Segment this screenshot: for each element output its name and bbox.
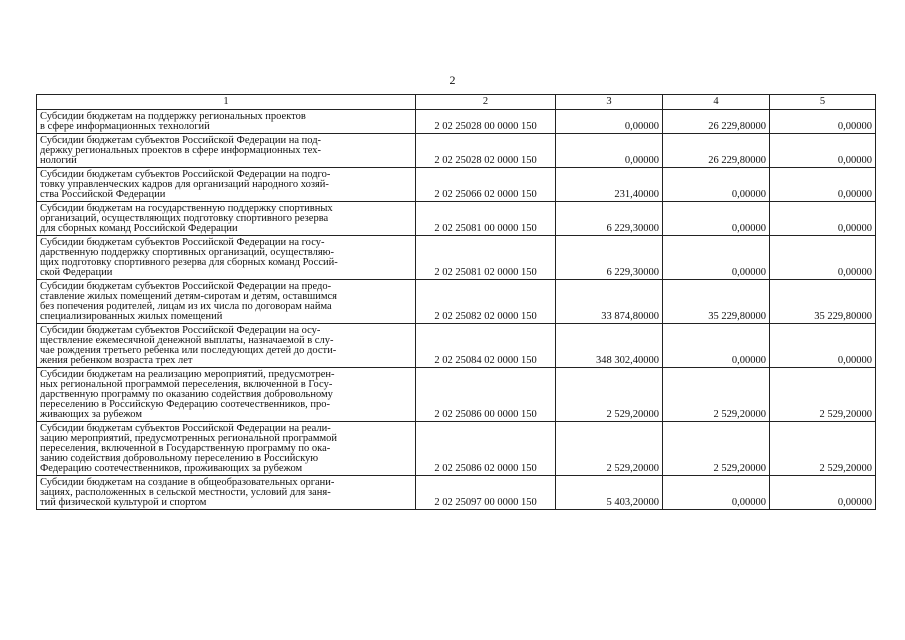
value-column-5: 0,00000 bbox=[770, 134, 876, 168]
description-line: живающих за рубежом bbox=[40, 409, 142, 420]
description-line: ставление жилых помещений детям-сиротам и детям, оставшимся bbox=[40, 291, 338, 302]
value-column-4: 0,00000 bbox=[663, 202, 770, 236]
value-column-4: 0,00000 bbox=[663, 324, 770, 368]
value-column-5: 0,00000 bbox=[770, 110, 876, 134]
value-column-5: 0,00000 bbox=[770, 202, 876, 236]
description-line: в сфере информационных технологий bbox=[40, 121, 210, 132]
value-column-4: 0,00000 bbox=[663, 236, 770, 280]
budget-code: 2 02 25084 02 0000 150 bbox=[416, 324, 556, 368]
description-line: щих подготовку спортивного резерва для сборных команд Россий- bbox=[40, 257, 338, 268]
value-column-3: 5 403,20000 bbox=[556, 476, 663, 510]
value-column-3: 2 529,20000 bbox=[556, 422, 663, 476]
description-line: Субсидии бюджетам субъектов Российской Федерации на реали- bbox=[40, 423, 331, 434]
value-column-3: 33 874,80000 bbox=[556, 280, 663, 324]
table-row bbox=[37, 422, 876, 476]
description-line: Субсидии бюджетам субъектов Российской Федерации на осу- bbox=[40, 325, 321, 336]
budget-code: 2 02 25081 02 0000 150 bbox=[416, 236, 556, 280]
description-line: переселения, включенной в Государственную программу по ока- bbox=[40, 443, 331, 454]
value-column-4: 2 529,20000 bbox=[663, 368, 770, 422]
description-line: ства Российской Федерации bbox=[40, 189, 166, 200]
description-line: держку региональных проектов в сфере информационных тех- bbox=[40, 145, 322, 156]
row-description bbox=[37, 134, 416, 168]
description-line: Субсидии бюджетам субъектов Российской Федерации на подго- bbox=[40, 169, 331, 180]
description-line: специализированных жилых помещений bbox=[40, 311, 223, 322]
description-line: Субсидии бюджетам на создание в общеобразовательных органи- bbox=[40, 477, 335, 488]
value-column-3: 2 529,20000 bbox=[556, 368, 663, 422]
description-line: тий физической культурой и спортом bbox=[40, 497, 207, 508]
row-description bbox=[37, 110, 416, 134]
table-row bbox=[37, 236, 876, 280]
column-header-4: 4 bbox=[663, 95, 770, 110]
row-description bbox=[37, 324, 416, 368]
row-description bbox=[37, 476, 416, 510]
description-line: Субсидии бюджетам на поддержку региональных проектов bbox=[40, 111, 306, 122]
value-column-3: 231,40000 bbox=[556, 168, 663, 202]
value-column-5: 2 529,20000 bbox=[770, 422, 876, 476]
budget-code: 2 02 25028 00 0000 150 bbox=[416, 110, 556, 134]
value-column-4: 0,00000 bbox=[663, 476, 770, 510]
description-line: чае рождения третьего ребенка или последующих детей до дости- bbox=[40, 345, 337, 356]
budget-code: 2 02 25066 02 0000 150 bbox=[416, 168, 556, 202]
value-column-5: 0,00000 bbox=[770, 236, 876, 280]
table-row bbox=[37, 324, 876, 368]
column-header-1: 1 bbox=[37, 95, 416, 110]
description-line: ской Федерации bbox=[40, 267, 113, 278]
column-header-3: 3 bbox=[556, 95, 663, 110]
value-column-5: 0,00000 bbox=[770, 168, 876, 202]
budget-code: 2 02 25082 02 0000 150 bbox=[416, 280, 556, 324]
value-column-4: 2 529,20000 bbox=[663, 422, 770, 476]
description-line: организаций, осуществляющих подготовку спортивного резерва bbox=[40, 213, 329, 224]
row-description bbox=[37, 236, 416, 280]
description-line: зациях, расположенных в сельской местности, условий для заня- bbox=[40, 487, 331, 498]
value-column-3: 0,00000 bbox=[556, 110, 663, 134]
table-row bbox=[37, 280, 876, 324]
row-description bbox=[37, 168, 416, 202]
value-column-4: 26 229,80000 bbox=[663, 134, 770, 168]
table-row bbox=[37, 134, 876, 168]
budget-code: 2 02 25097 00 0000 150 bbox=[416, 476, 556, 510]
description-line: занию содействия добровольному переселению в Российскую bbox=[40, 453, 319, 464]
description-line: ществление ежемесячной денежной выплаты, назначаемой в слу- bbox=[40, 335, 334, 346]
description-line: Субсидии бюджетам на государственную поддержку спортивных bbox=[40, 203, 333, 214]
table-row bbox=[37, 476, 876, 510]
value-column-3: 0,00000 bbox=[556, 134, 663, 168]
row-description bbox=[37, 368, 416, 422]
row-description bbox=[37, 422, 416, 476]
table-body bbox=[37, 110, 876, 510]
description-line: Федерацию соотечественников, проживающих за рубежом bbox=[40, 463, 303, 474]
description-line: дарственную поддержку спортивных организаций, осуществляю- bbox=[40, 247, 335, 258]
description-line: товку управленческих кадров для организаций народного хозяй- bbox=[40, 179, 329, 190]
row-description bbox=[37, 202, 416, 236]
value-column-5: 2 529,20000 bbox=[770, 368, 876, 422]
row-description bbox=[37, 280, 416, 324]
description-line: переселению в Российскую Федерацию соотечественников, про- bbox=[40, 399, 331, 410]
column-header-2: 2 bbox=[416, 95, 556, 110]
budget-table bbox=[36, 94, 876, 510]
description-line: жения ребенком возраста трех лет bbox=[40, 355, 193, 366]
description-line: Субсидии бюджетам субъектов Российской Федерации на предо- bbox=[40, 281, 332, 292]
description-line: для сборных команд Российской Федерации bbox=[40, 223, 238, 234]
description-line: Субсидии бюджетам субъектов Российской Федерации на под- bbox=[40, 135, 322, 146]
value-column-5: 0,00000 bbox=[770, 476, 876, 510]
table-row bbox=[37, 110, 876, 134]
description-line: нологий bbox=[40, 155, 77, 166]
value-column-4: 0,00000 bbox=[663, 168, 770, 202]
description-line: дарственную программу по оказанию содействия добровольному bbox=[40, 389, 333, 400]
value-column-4: 35 229,80000 bbox=[663, 280, 770, 324]
table-row bbox=[37, 202, 876, 236]
description-line: Субсидии бюджетам на реализацию мероприятий, предусмотрен- bbox=[40, 369, 335, 380]
value-column-3: 348 302,40000 bbox=[556, 324, 663, 368]
budget-code: 2 02 25081 00 0000 150 bbox=[416, 202, 556, 236]
table-row bbox=[37, 168, 876, 202]
value-column-5: 0,00000 bbox=[770, 324, 876, 368]
page-number: 2 bbox=[449, 73, 456, 87]
budget-code: 2 02 25086 00 0000 150 bbox=[416, 368, 556, 422]
value-column-4: 26 229,80000 bbox=[663, 110, 770, 134]
value-column-3: 6 229,30000 bbox=[556, 236, 663, 280]
description-line: ных региональной программой переселения, включенной в Госу- bbox=[40, 379, 333, 390]
column-header-5: 5 bbox=[770, 95, 876, 110]
value-column-5: 35 229,80000 bbox=[770, 280, 876, 324]
description-line: без попечения родителей, лицам из их числа по договорам найма bbox=[40, 301, 332, 312]
description-line: Субсидии бюджетам субъектов Российской Федерации на госу- bbox=[40, 237, 325, 248]
header-row bbox=[37, 95, 876, 110]
table-row bbox=[37, 368, 876, 422]
budget-code: 2 02 25028 02 0000 150 bbox=[416, 134, 556, 168]
description-line: зацию мероприятий, предусмотренных региональной программой bbox=[40, 433, 338, 444]
budget-code: 2 02 25086 02 0000 150 bbox=[416, 422, 556, 476]
value-column-3: 6 229,30000 bbox=[556, 202, 663, 236]
